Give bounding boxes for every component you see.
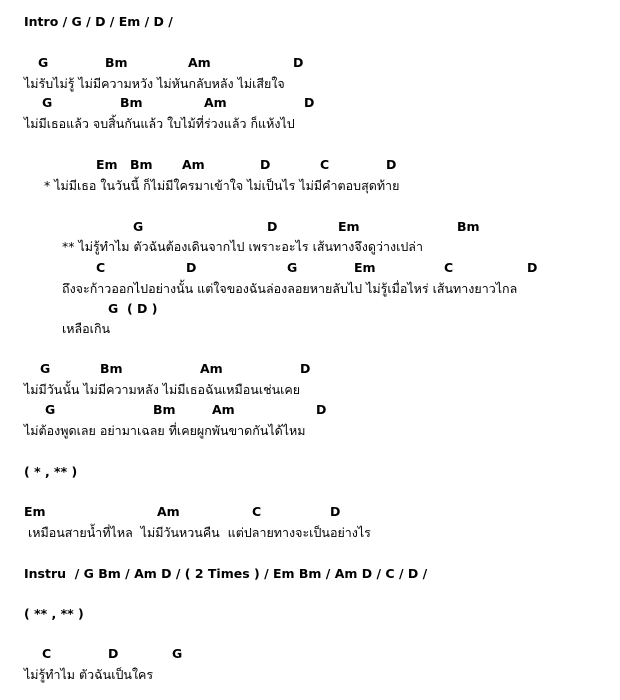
chord: D [108,646,119,661]
chord: C [444,260,454,275]
chord: Bm [153,402,176,417]
chord: D [527,260,538,275]
chord: D [386,157,397,172]
chord: G [172,646,183,661]
chord: G [40,361,51,376]
chord: G [45,402,56,417]
chord: D [330,504,341,519]
chord: D [304,95,315,110]
lyric-line: เหมือนสายน้ำที่ไหล ไม่มีวันหวนคืน แต่ปลายทางจะเป็นอย่างไร [24,525,371,540]
chord: Am [212,402,235,417]
lyric-line: ไม่รับไม่รู้ ไม่มีความหวัง ไม่หันกลับหลัง ไม่เสียใจ [24,76,285,91]
chord: D [316,402,327,417]
repeat-marker: ( ** , ** ) [24,606,84,621]
repeat-marker: ( * , ** ) [24,464,78,479]
lyric-line: ไม่มีวันนั้น ไม่มีความหลัง ไม่มีเธอฉันเหมือนเช่นเคย [24,382,301,397]
chord: D [267,219,278,234]
chord: Bm [105,55,128,70]
lyric-line: ** ไม่รู้ทำไม ตัวฉันต้องเดินจากไป เพราะอะไร เส้นทางจึงดูว่างเปล่า [62,239,423,254]
chord: D [293,55,304,70]
chord: Bm [457,219,480,234]
chord: Am [204,95,227,110]
chord: C [96,260,106,275]
chord: G [287,260,298,275]
chord: D [186,260,197,275]
instrumental-line: Instru / G Bm / Am D / ( 2 Times ) / Em Bm / Am D / C / D / [24,566,428,581]
chord: Em [338,219,360,234]
lyric-line: ไม่ต้องพูดเลย อย่ามาเฉลย ที่เคยผูกพันขาดกันได้ไหม [24,423,306,438]
chord: Bm [100,361,123,376]
chord: Am [200,361,223,376]
chord: C [252,504,262,519]
chord: G [38,55,49,70]
chord: G ( D ) [108,301,158,316]
chord: D [260,157,271,172]
chord: Em [354,260,376,275]
chord: C [320,157,330,172]
intro-line: Intro / G / D / Em / D / [24,14,173,29]
chord: Am [157,504,180,519]
lyric-line: ไม่รู้ทำไม ตัวฉันเป็นใคร [24,667,154,682]
lyric-line: เหลือเกิน [62,321,111,336]
chord: Em [24,504,46,519]
chord: G [133,219,144,234]
chord: G [42,95,53,110]
chord: D [300,361,311,376]
chord: Bm [130,157,153,172]
chord: Am [188,55,211,70]
lyric-line: * ไม่มีเธอ ในวันนี้ ก็ไม่มีใครมาเข้าใจ ไม่เป็นไร ไม่มีคำตอบสุดท้าย [44,178,400,193]
lyric-line: ไม่มีเธอแล้ว จบสิ้นกันแล้ว ใบไม้ที่ร่วงแล้ว ก็แห้งไป [24,116,295,131]
chord: C [42,646,52,661]
chord: Am [182,157,205,172]
lyric-line: ถึงจะก้าวออกไปอย่างนั้น แต่ใจของฉันล่องลอยหายลับไป ไม่รู้เมื่อไหร่ เส้นทางยาวไกล [62,281,518,296]
chord: Em [96,157,118,172]
chord: Bm [120,95,143,110]
